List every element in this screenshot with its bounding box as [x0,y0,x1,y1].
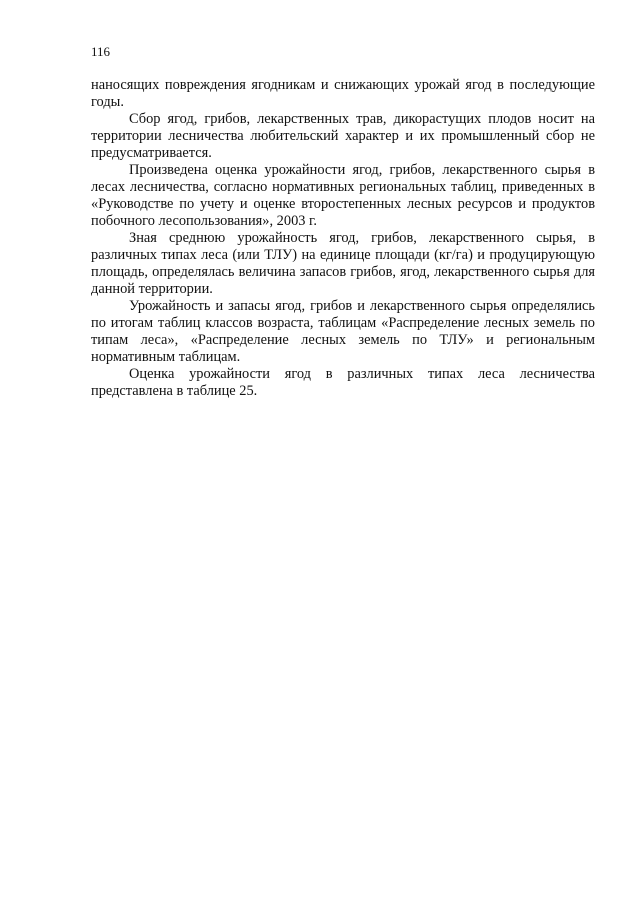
paragraph-reserves-sources: Урожайность и запасы ягод, грибов и лекарственного сырья определялись по итогам таблиц классов возраста, таблицам «Распределение лесных земель по типам леса», «Распределение лесных земель по ТЛУ» и региональным нормативным таблицам. [91,298,595,365]
paragraph-table-reference: Оценка урожайности ягод в различных типах леса лесничества представлена в таблице 25. [91,366,595,399]
page-number: 116 [91,44,111,59]
paragraph-collection-note: Сбор ягод, грибов, лекарственных трав, дикорастущих плодов носит на территории лесничества любительский характер и их промышленный сбор не предусматривается. [91,111,595,161]
body-text [91,77,595,400]
paragraph-yield-assessment: Произведена оценка урожайности ягод, грибов, лекарственного сырья в лесах лесничества, согласно нормативных региональных таблиц, приведенных в «Руководстве по учету и оценке второстепенных лесных ресурсов и продуктов побочного лесопользования», 2003 г. [91,162,595,229]
paragraph-continuation: наносящих повреждения ягодникам и снижающих урожай ягод в последующие годы. [91,77,595,110]
paragraph-reserves-method: Зная среднюю урожайность ягод, грибов, лекарственного сырья, в различных типах леса (или ТЛУ) на единице площади (кг/га) и продуцирующую площадь, определялась величина запасов грибов, ягод, лекарственного сырья для данной территории. [91,230,595,297]
